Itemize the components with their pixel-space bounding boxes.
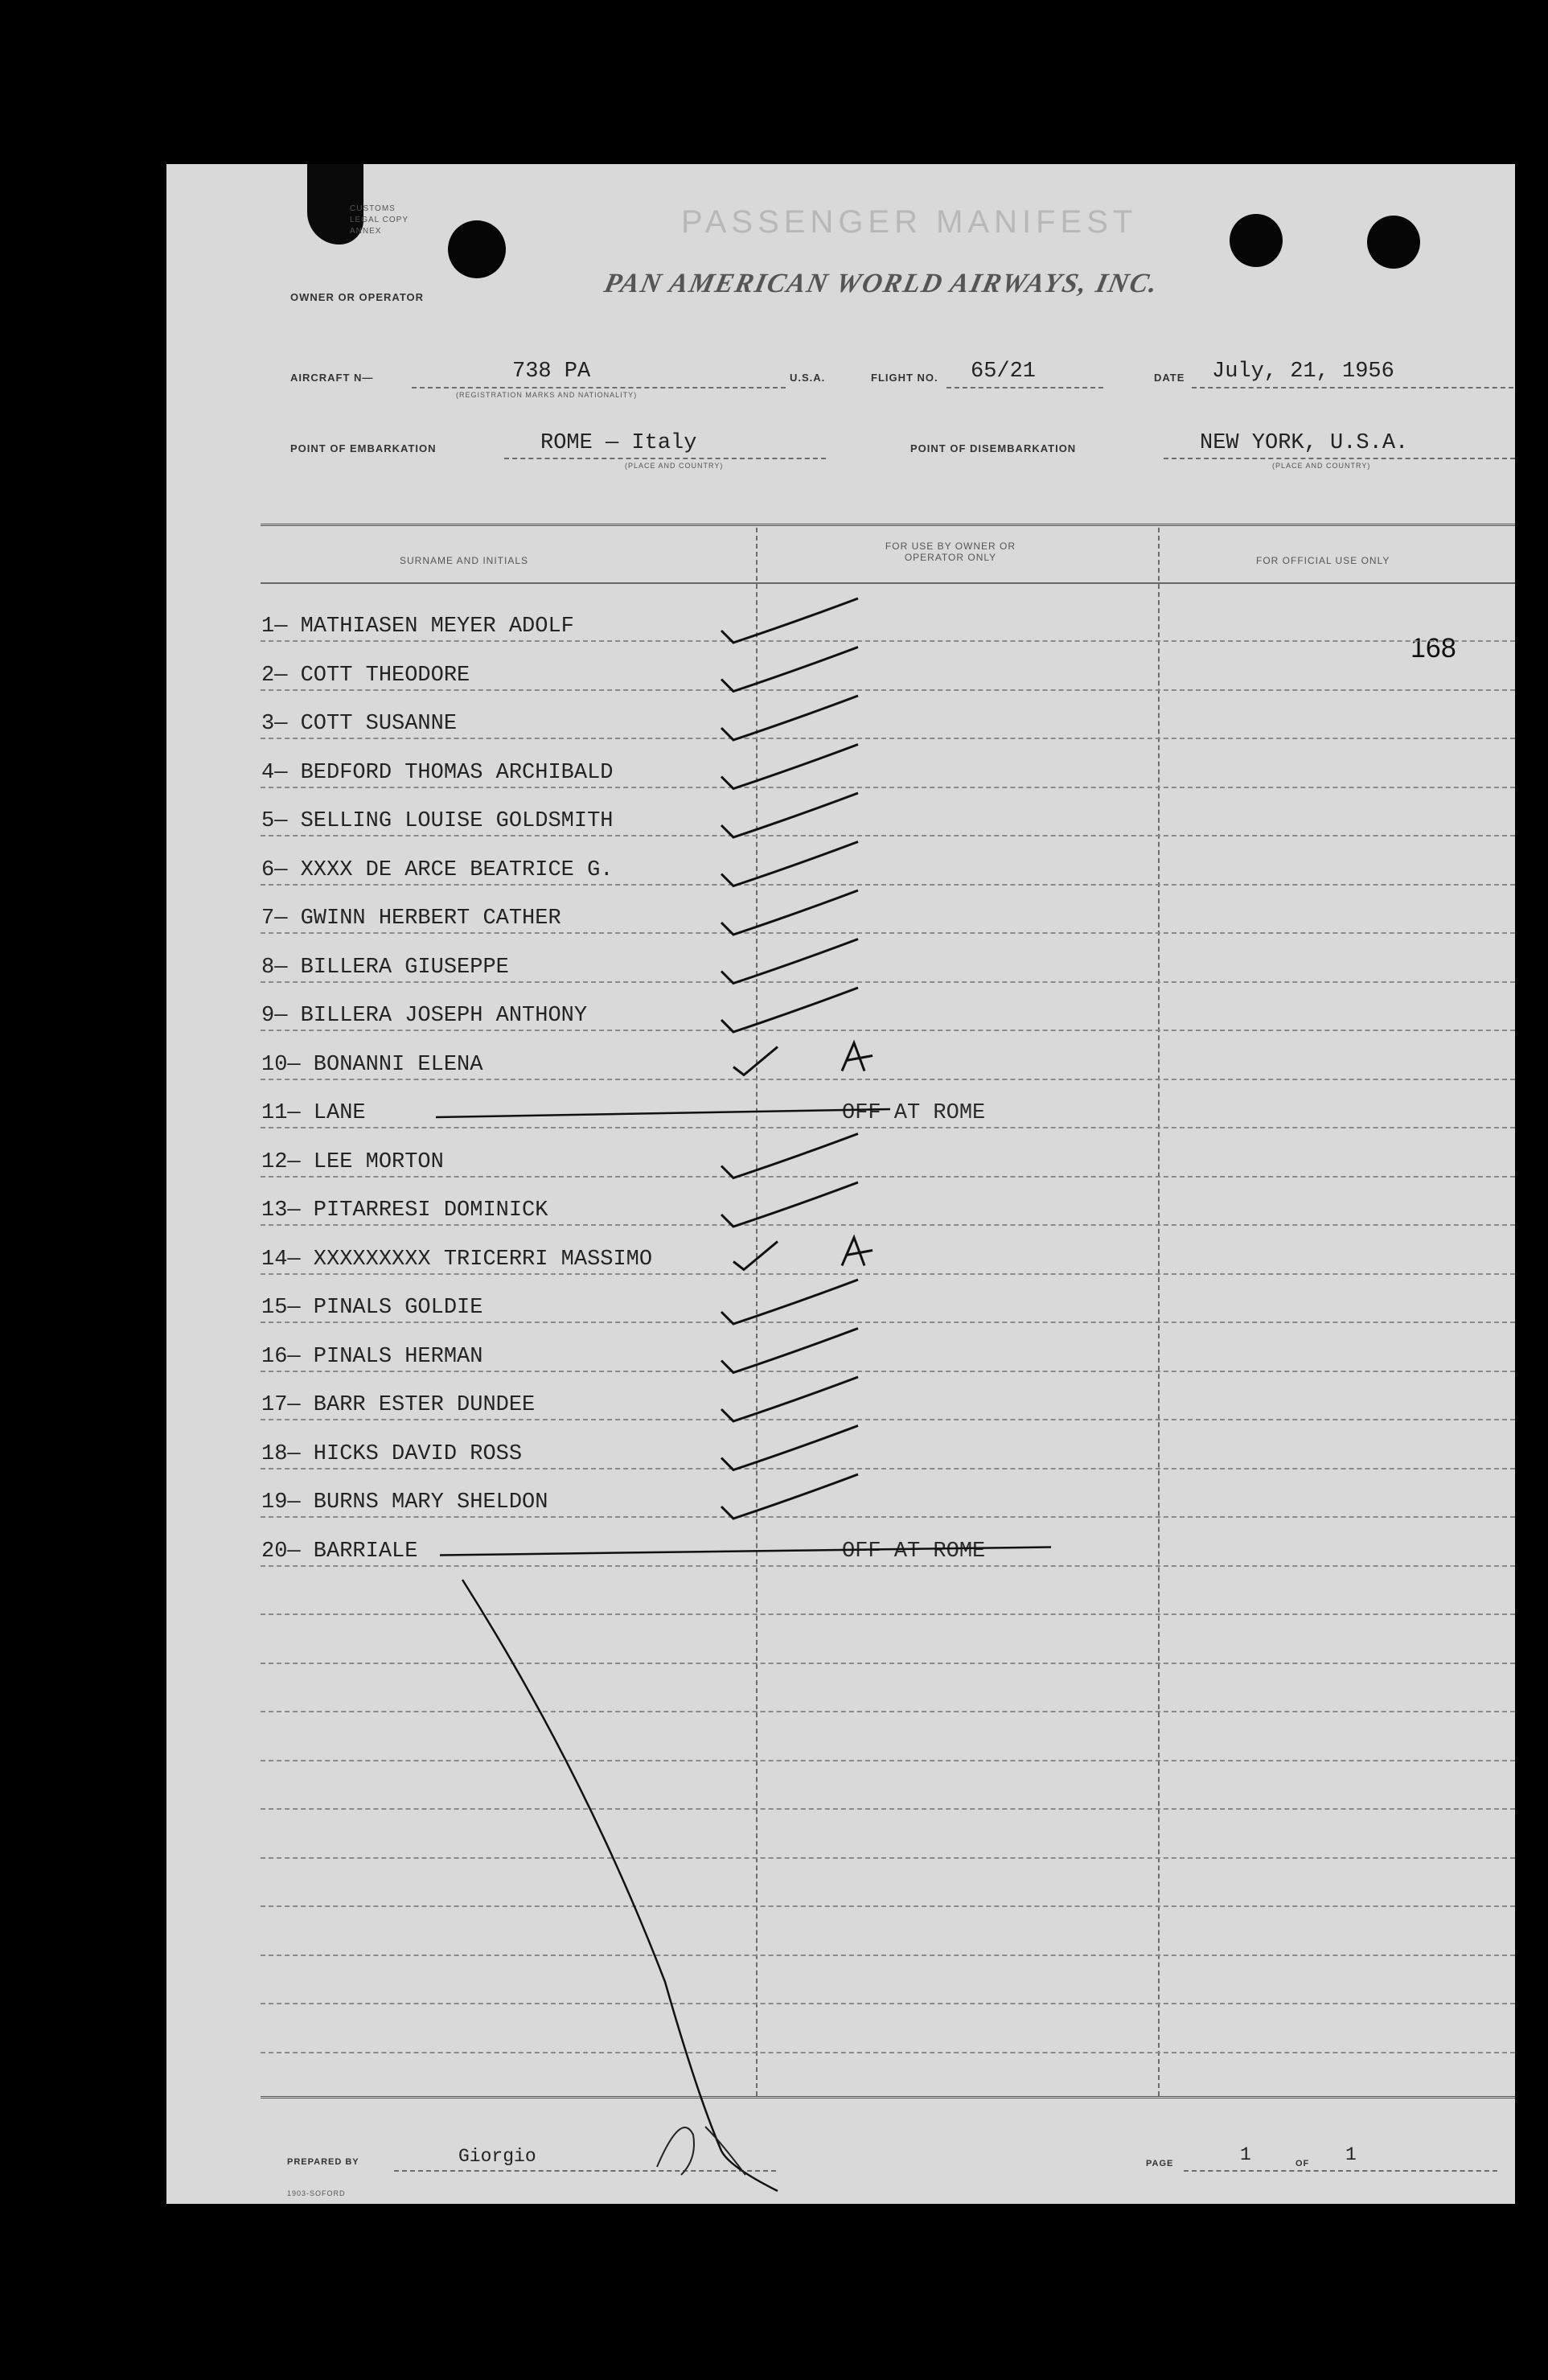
passenger-name: 3— COTT SUSANNE	[261, 712, 458, 736]
passenger-name: 11— LANE	[261, 1101, 366, 1125]
page-label: PAGE	[1146, 2159, 1174, 2168]
passenger-name: 14— XXXXXXXXX TRICERRI MASSIMO	[261, 1247, 653, 1272]
check-mark	[733, 1047, 778, 1075]
check-mark	[721, 890, 858, 935]
passenger-name: 7— GWINN HERBERT CATHER	[261, 906, 561, 931]
passenger-name: 6— XXXX DE ARCE BEATRICE G.	[261, 857, 614, 882]
manifest-sheet	[166, 164, 1515, 2204]
aircraft-sub: (REGISTRATION MARKS AND NATIONALITY)	[456, 391, 638, 399]
flight-value: 65/21	[971, 360, 1037, 384]
col-owner-use: FOR USE BY OWNER OR OPERATOR ONLY	[885, 541, 1016, 563]
check-mark	[721, 598, 858, 643]
col-surname: SURNAME AND INITIALS	[400, 555, 529, 566]
stamp-text: LEGAL COPY	[350, 216, 409, 224]
signature-stroke	[462, 1580, 778, 2191]
check-mark	[721, 745, 858, 789]
check-mark	[721, 1474, 858, 1519]
strike-line	[436, 1109, 890, 1117]
disembark-value: NEW YORK, U.S.A.	[1200, 431, 1409, 455]
check-mark	[721, 1377, 858, 1421]
passenger-name: 18— HICKS DAVID ROSS	[261, 1441, 523, 1466]
passenger-note: OFF AT ROME	[842, 1101, 986, 1125]
date-label: DATE	[1154, 372, 1185, 384]
prepared-value: Giorgio	[458, 2146, 536, 2167]
passenger-name: 5— SELLING LOUISE GOLDSMITH	[261, 809, 614, 833]
handwriting-overlay	[166, 164, 1515, 2204]
embark-label: POINT OF EMBARKATION	[290, 442, 437, 454]
passenger-name: 16— PINALS HERMAN	[261, 1344, 483, 1369]
form-number: 1903-SOFORD	[287, 2189, 346, 2197]
check-mark	[721, 939, 858, 984]
stamp-text: CUSTOMS	[350, 204, 396, 213]
check-mark	[721, 1134, 858, 1178]
passenger-note: OFF AT ROME	[842, 1539, 986, 1564]
stamp-text: ANNEX	[350, 227, 382, 236]
page-value: 1	[1240, 2144, 1251, 2165]
passenger-name: 8— BILLERA GIUSEPPE	[261, 955, 509, 980]
passenger-name: 20— BARRIALE	[261, 1539, 418, 1564]
passenger-name: 13— PITARRESI DOMINICK	[261, 1198, 548, 1223]
initial-mark	[842, 1238, 873, 1266]
passenger-name: 19— BURNS MARY SHELDON	[261, 1490, 548, 1515]
of-label: OF	[1295, 2159, 1310, 2168]
col-official: FOR OFFICIAL USE ONLY	[1256, 555, 1390, 566]
form-title: PASSENGER MANIFEST	[681, 204, 1138, 240]
check-mark	[721, 696, 858, 740]
prepared-label: PREPARED BY	[287, 2157, 359, 2167]
embark-value: ROME — Italy	[540, 431, 697, 455]
check-mark	[721, 1329, 858, 1373]
passenger-name: 10— BONANNI ELENA	[261, 1052, 483, 1077]
passenger-name: 1— MATHIASEN MEYER ADOLF	[261, 615, 574, 639]
passenger-name: 17— BARR ESTER DUNDEE	[261, 1393, 536, 1417]
passenger-name: 12— LEE MORTON	[261, 1149, 444, 1174]
passenger-name: 15— PINALS GOLDIE	[261, 1296, 483, 1320]
check-mark	[721, 793, 858, 837]
check-mark	[721, 1182, 858, 1227]
aircraft-label: AIRCRAFT N—	[290, 372, 374, 384]
check-mark	[721, 988, 858, 1032]
aircraft-value: 738 PA	[512, 360, 591, 384]
disembark-label: POINT OF DISEMBARKATION	[910, 442, 1077, 454]
signature-mark	[657, 2127, 745, 2175]
owner-label: OWNER OR OPERATOR	[290, 291, 425, 303]
passenger-name: 9— BILLERA JOSEPH ANTHONY	[261, 1004, 588, 1028]
usa-label: U.S.A.	[790, 372, 826, 384]
embark-sub: (PLACE AND COUNTRY)	[625, 462, 724, 470]
check-mark	[721, 1426, 858, 1470]
check-mark	[721, 842, 858, 886]
passenger-name: 4— BEDFORD THOMAS ARCHIBALD	[261, 760, 614, 785]
of-value: 1	[1345, 2144, 1357, 2165]
check-mark	[721, 1280, 858, 1324]
disembark-sub: (PLACE AND COUNTRY)	[1272, 462, 1371, 470]
strike-line	[440, 1548, 1051, 1556]
owner-value: PAN AMERICAN WORLD AIRWAYS, INC.	[602, 269, 1162, 298]
date-value: July, 21, 1956	[1212, 360, 1394, 384]
check-mark	[721, 647, 858, 692]
official-number: 168	[1410, 633, 1456, 664]
initial-mark	[842, 1043, 873, 1071]
check-mark	[733, 1242, 778, 1270]
flight-label: FLIGHT NO.	[871, 372, 938, 384]
passenger-name: 2— COTT THEODORE	[261, 663, 470, 688]
